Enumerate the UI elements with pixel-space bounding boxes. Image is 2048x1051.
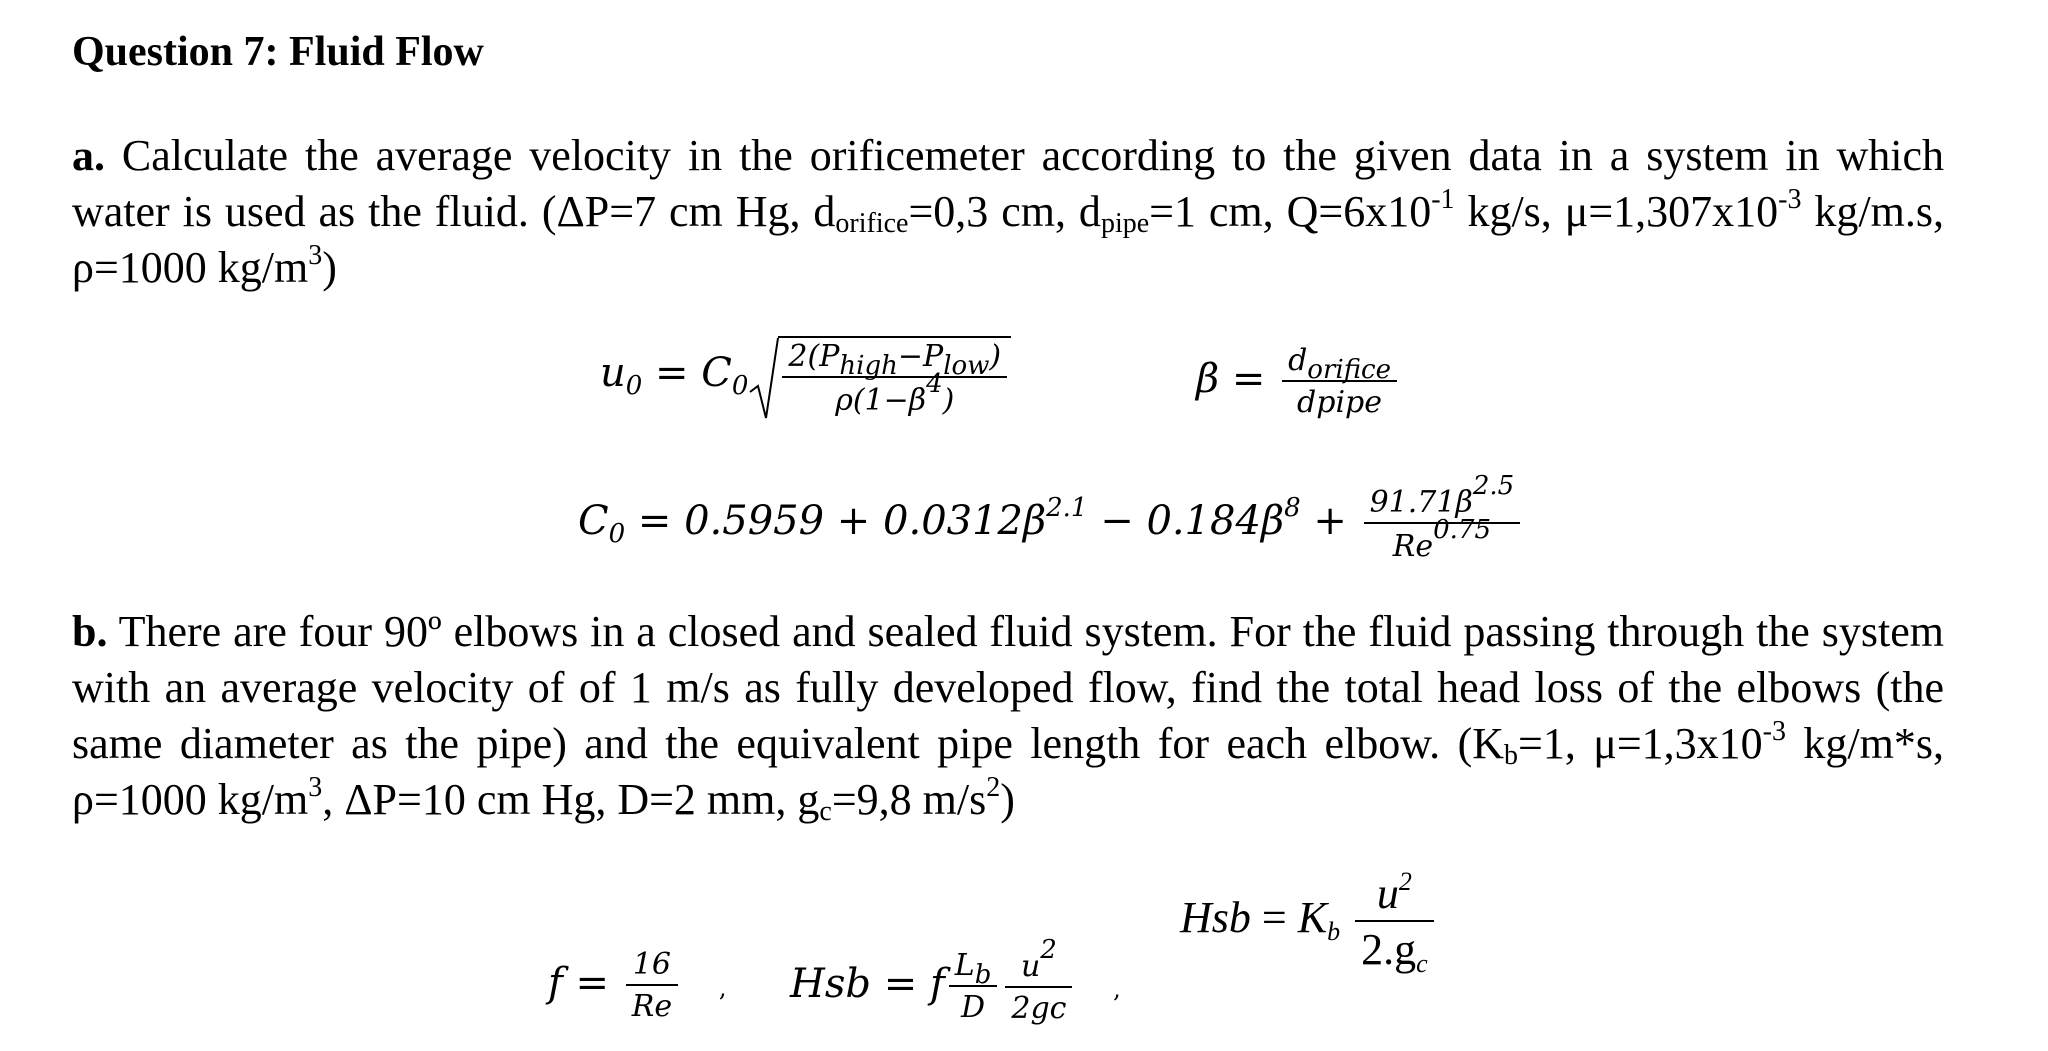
- part-b-line-1: [72, 604, 1944, 660]
- eq-c0-term2: 0.0312β: [883, 498, 1047, 544]
- eq-hsbf-num2: u: [1020, 949, 1041, 984]
- eq-c0-term2-sup: 2.1: [1046, 493, 1088, 523]
- eq-hsbf-den1: D: [961, 990, 986, 1025]
- eq-c0-term1: 0.5959: [684, 498, 825, 544]
- part-a-l2-mid2: =1 cm, Q=6x10: [1149, 187, 1432, 236]
- part-b-l4-mid: , ΔP=10 cm Hg, D=2 mm, g: [322, 775, 820, 824]
- eq-u0-lhs-sub: 0: [625, 371, 643, 401]
- part-b-line-2: with an average velocity of of 1 m/s as fully developed flow, find the total head loss of the elbows (the: [72, 663, 1944, 712]
- eq-c0-lhs: C: [578, 498, 609, 544]
- eq-c0-den-sup: 0.75: [1433, 515, 1491, 545]
- part-b-l4-end: ): [1000, 775, 1015, 824]
- eq-hsbk-num-sup: 2: [1398, 867, 1412, 896]
- eq-hsbf-fraction-1: [949, 948, 998, 1025]
- eq-beta-num-sub: orifice: [1307, 355, 1391, 385]
- equation-hsb-k: [1180, 867, 1438, 978]
- eq-u0-num-sub-high: high: [839, 351, 898, 381]
- equation-beta: [1196, 343, 1401, 420]
- part-b-l3-mid: =1, μ=1,3x10: [1518, 719, 1763, 768]
- part-a-l3-sup: 3: [308, 240, 323, 271]
- part-a-l2-sub-orifice: orifice: [835, 208, 909, 239]
- eq-u0-num: 2(P: [788, 339, 840, 374]
- eq-f-sep: ,: [718, 974, 727, 1002]
- eq-beta-lhs: β: [1196, 356, 1220, 402]
- eq-c0-num: 91.71β: [1369, 485, 1473, 520]
- part-b-l3-sub: b: [1504, 740, 1519, 771]
- part-b-text: [72, 604, 1944, 828]
- part-a-line-1: [72, 128, 1944, 184]
- part-b-l4-sup2: 2: [986, 772, 1001, 803]
- eq-c0-term3: 0.184β: [1146, 498, 1285, 544]
- eq-c0-lhs-sub: 0: [608, 519, 626, 549]
- eq-hsbf-num2-sup: 2: [1040, 935, 1057, 965]
- eq-beta-fraction: [1282, 343, 1397, 420]
- equation-hsb-f: [790, 935, 1121, 1026]
- eq-hsbf-equals: =: [883, 961, 918, 1007]
- part-b-l4-sub: c: [819, 796, 832, 827]
- eq-beta-num: d: [1288, 343, 1308, 378]
- part-b-line-3: [72, 716, 1944, 772]
- part-b-l4-mid2: =9,8 m/s: [831, 775, 987, 824]
- eq-f-equals: =: [575, 960, 610, 1006]
- part-a-l3-end: ): [322, 243, 337, 292]
- eq-c0-num-sup: 2.5: [1472, 471, 1515, 501]
- eq-hsbf-sep: ,: [1113, 975, 1121, 1003]
- eq-u0-den-sup: 4: [926, 369, 943, 399]
- eq-hsbf-den2: 2gc: [1011, 991, 1067, 1026]
- eq-u0-num-mid: −P: [897, 339, 944, 374]
- eq-u0-den: ρ(1−β: [835, 383, 927, 418]
- equation-u0: [600, 336, 1011, 416]
- part-b-l4-pre: ρ=1000 kg/m: [72, 775, 309, 824]
- eq-c0-equals: =: [637, 498, 672, 544]
- eq-hsbf-lhs: Hsb: [790, 961, 872, 1007]
- eq-f-num: 16: [626, 950, 678, 986]
- eq-f-den: Re: [631, 989, 673, 1024]
- part-b-l3-end: kg/m*s,: [1786, 719, 1945, 768]
- eq-u0-den-end: ): [942, 383, 955, 418]
- eq-c0-fraction: [1364, 471, 1521, 564]
- part-a-text: [72, 128, 1944, 296]
- radical-icon: [748, 336, 780, 420]
- equation-c0: [578, 471, 1524, 564]
- equation-f: [548, 947, 727, 1024]
- part-a-l2-sup2: -3: [1778, 184, 1802, 215]
- part-a-line-1-text: Calculate the average velocity in the orificemeter according to the given data in a system in which: [121, 131, 1945, 180]
- eq-hsbf-num1-sub: b: [974, 960, 992, 990]
- eq-u0-num-sub-low: low: [943, 351, 990, 381]
- eq-hsbk-num: u: [1376, 869, 1399, 918]
- eq-hsbk-k-sub: b: [1327, 917, 1341, 947]
- question-title: Question 7: Fluid Flow: [72, 29, 484, 75]
- eq-c0-den: Re: [1392, 529, 1434, 564]
- part-b-l4-sup1: 3: [308, 772, 323, 803]
- part-b-line-4: [72, 772, 1944, 828]
- eq-beta-equals: =: [1231, 356, 1266, 402]
- part-a-line-3: [72, 240, 1944, 296]
- part-b-l3-sup: -3: [1762, 716, 1786, 747]
- eq-f-lhs: f: [548, 960, 563, 1006]
- part-a-l2-pre: water is used as the fluid. (ΔP=7 cm Hg, d: [72, 187, 836, 236]
- eq-c0-plus1: +: [836, 498, 871, 544]
- part-a-l2-sub-pipe: pipe: [1100, 208, 1150, 239]
- eq-hsbk-k: K: [1297, 893, 1328, 943]
- part-a-l3-pre: ρ=1000 kg/m: [72, 243, 309, 292]
- eq-u0-num-end: ): [989, 339, 1002, 374]
- eq-u0-coef-sub: 0: [731, 371, 749, 401]
- eq-u0-coef: C: [701, 350, 732, 396]
- part-b-label: b.: [72, 607, 108, 656]
- part-a-l2-end: kg/m.s,: [1801, 187, 1944, 236]
- eq-c0-term3-sup: 8: [1284, 493, 1301, 523]
- eq-hsbk-den-sub: c: [1416, 949, 1428, 978]
- part-a-l2-sup1: -1: [1431, 184, 1455, 215]
- eq-hsbk-lhs: Hsb: [1180, 893, 1251, 943]
- part-a-line-2: [72, 184, 1944, 240]
- eq-u0-fraction: [782, 339, 1007, 418]
- eq-hsbk-fraction: [1355, 867, 1434, 978]
- eq-hsbk-equals: =: [1261, 893, 1287, 943]
- part-b-l3-pre: same diameter as the pipe) and the equivalent pipe length for each elbow. (K: [72, 719, 1505, 768]
- eq-beta-den: dpipe: [1297, 385, 1383, 420]
- part-a-l2-mid1: =0,3 cm, d: [908, 187, 1101, 236]
- sqrt-sign: [748, 336, 1011, 416]
- eq-hsbf-fraction-2: [1005, 935, 1072, 1026]
- part-a-label: a.: [72, 131, 105, 180]
- part-a-l2-mid3: kg/s, μ=1,307x10: [1454, 187, 1779, 236]
- eq-hsbf-num1: L: [954, 948, 975, 983]
- eq-f-fraction: [626, 947, 678, 1024]
- eq-u0-equals: =: [655, 350, 689, 396]
- eq-c0-minus: −: [1100, 498, 1134, 544]
- part-b-line-1-text: There are four 90º elbows in a closed and sealed fluid system. For the fluid passing through the system: [118, 607, 1944, 656]
- eq-u0-lhs: u: [600, 350, 626, 396]
- eq-c0-plus2: +: [1313, 498, 1347, 544]
- eq-hsbf-f: f: [929, 961, 945, 1007]
- eq-hsbk-den: 2.g: [1361, 925, 1417, 974]
